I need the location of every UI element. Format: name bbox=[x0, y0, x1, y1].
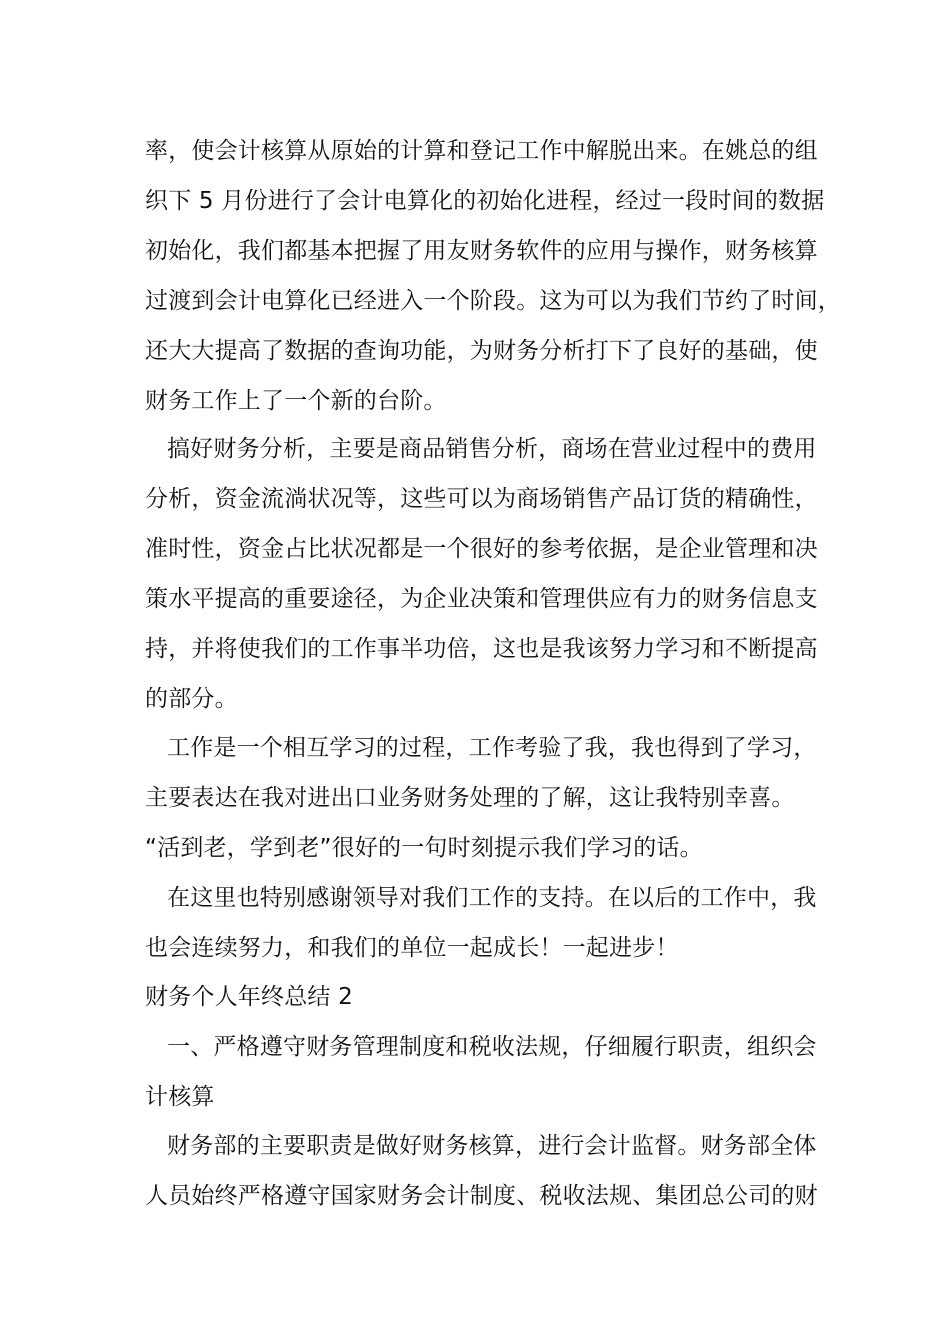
body-text-line: 织下 5 月份进行了会计电算化的初始化进程，经过一段时间的数据 bbox=[145, 188, 825, 214]
paragraph-start-line: 财务部的主要职责是做好财务核算，进行会计监督。财务部全体 bbox=[167, 1133, 817, 1159]
body-text-line: 策水平提高的重要途径，为企业决策和管理供应有力的财务信息支 bbox=[145, 586, 818, 612]
body-text-line: 也会连续努力，和我们的单位一起成长！一起进步！ bbox=[145, 935, 679, 961]
body-text-line: 分析，资金流淌状况等，这些可以为商场销售产品订货的精确性， bbox=[145, 486, 818, 512]
body-text-line: 初始化，我们都基本把握了用友财务软件的应用与操作，财务核算 bbox=[145, 238, 818, 264]
body-text-line: 还大大提高了数据的查询功能，为财务分析打下了良好的基础，使 bbox=[145, 338, 818, 364]
paragraph-start-line: 搞好财务分析，主要是商品销售分析，商场在营业过程中的费用 bbox=[167, 436, 817, 462]
body-text-line: 率，使会计核算从原始的计算和登记工作中解脱出来。在姚总的组 bbox=[145, 138, 818, 164]
body-text-line: 准时性，资金占比状况都是一个很好的参考依据，是企业管理和决 bbox=[145, 536, 818, 562]
body-text-line: 的部分。 bbox=[145, 686, 238, 712]
section-heading: 财务个人年终总结 2 bbox=[145, 984, 353, 1010]
body-text-line: 财务工作上了一个新的台阶。 bbox=[145, 388, 447, 414]
body-text-line: 持，并将使我们的工作事半功倍，这也是我该努力学习和不断提高 bbox=[145, 636, 818, 662]
paragraph-start-line: 一、严格遵守财务管理制度和税收法规，仔细履行职责，组织会 bbox=[167, 1034, 817, 1060]
body-text-line: 人员始终严格遵守国家财务会计制度、税收法规、集团总公司的财 bbox=[145, 1183, 818, 1209]
body-text-line: 计核算 bbox=[145, 1084, 215, 1110]
paragraph-start-line: 工作是一个相互学习的过程，工作考验了我，我也得到了学习， bbox=[167, 735, 817, 761]
body-text-line: 主要表达在我对进出口业务财务处理的了解，这让我特别幸喜。 bbox=[145, 785, 795, 811]
quote-line: “活到老，学到老”很好的一句时刻提示我们学习的话。 bbox=[145, 835, 703, 861]
paragraph-start-line: 在这里也特别感谢领导对我们工作的支持。在以后的工作中，我 bbox=[167, 885, 817, 911]
body-text-line: 过渡到会计电算化已经进入一个阶段。这为可以为我们节约了时间， bbox=[145, 288, 841, 314]
